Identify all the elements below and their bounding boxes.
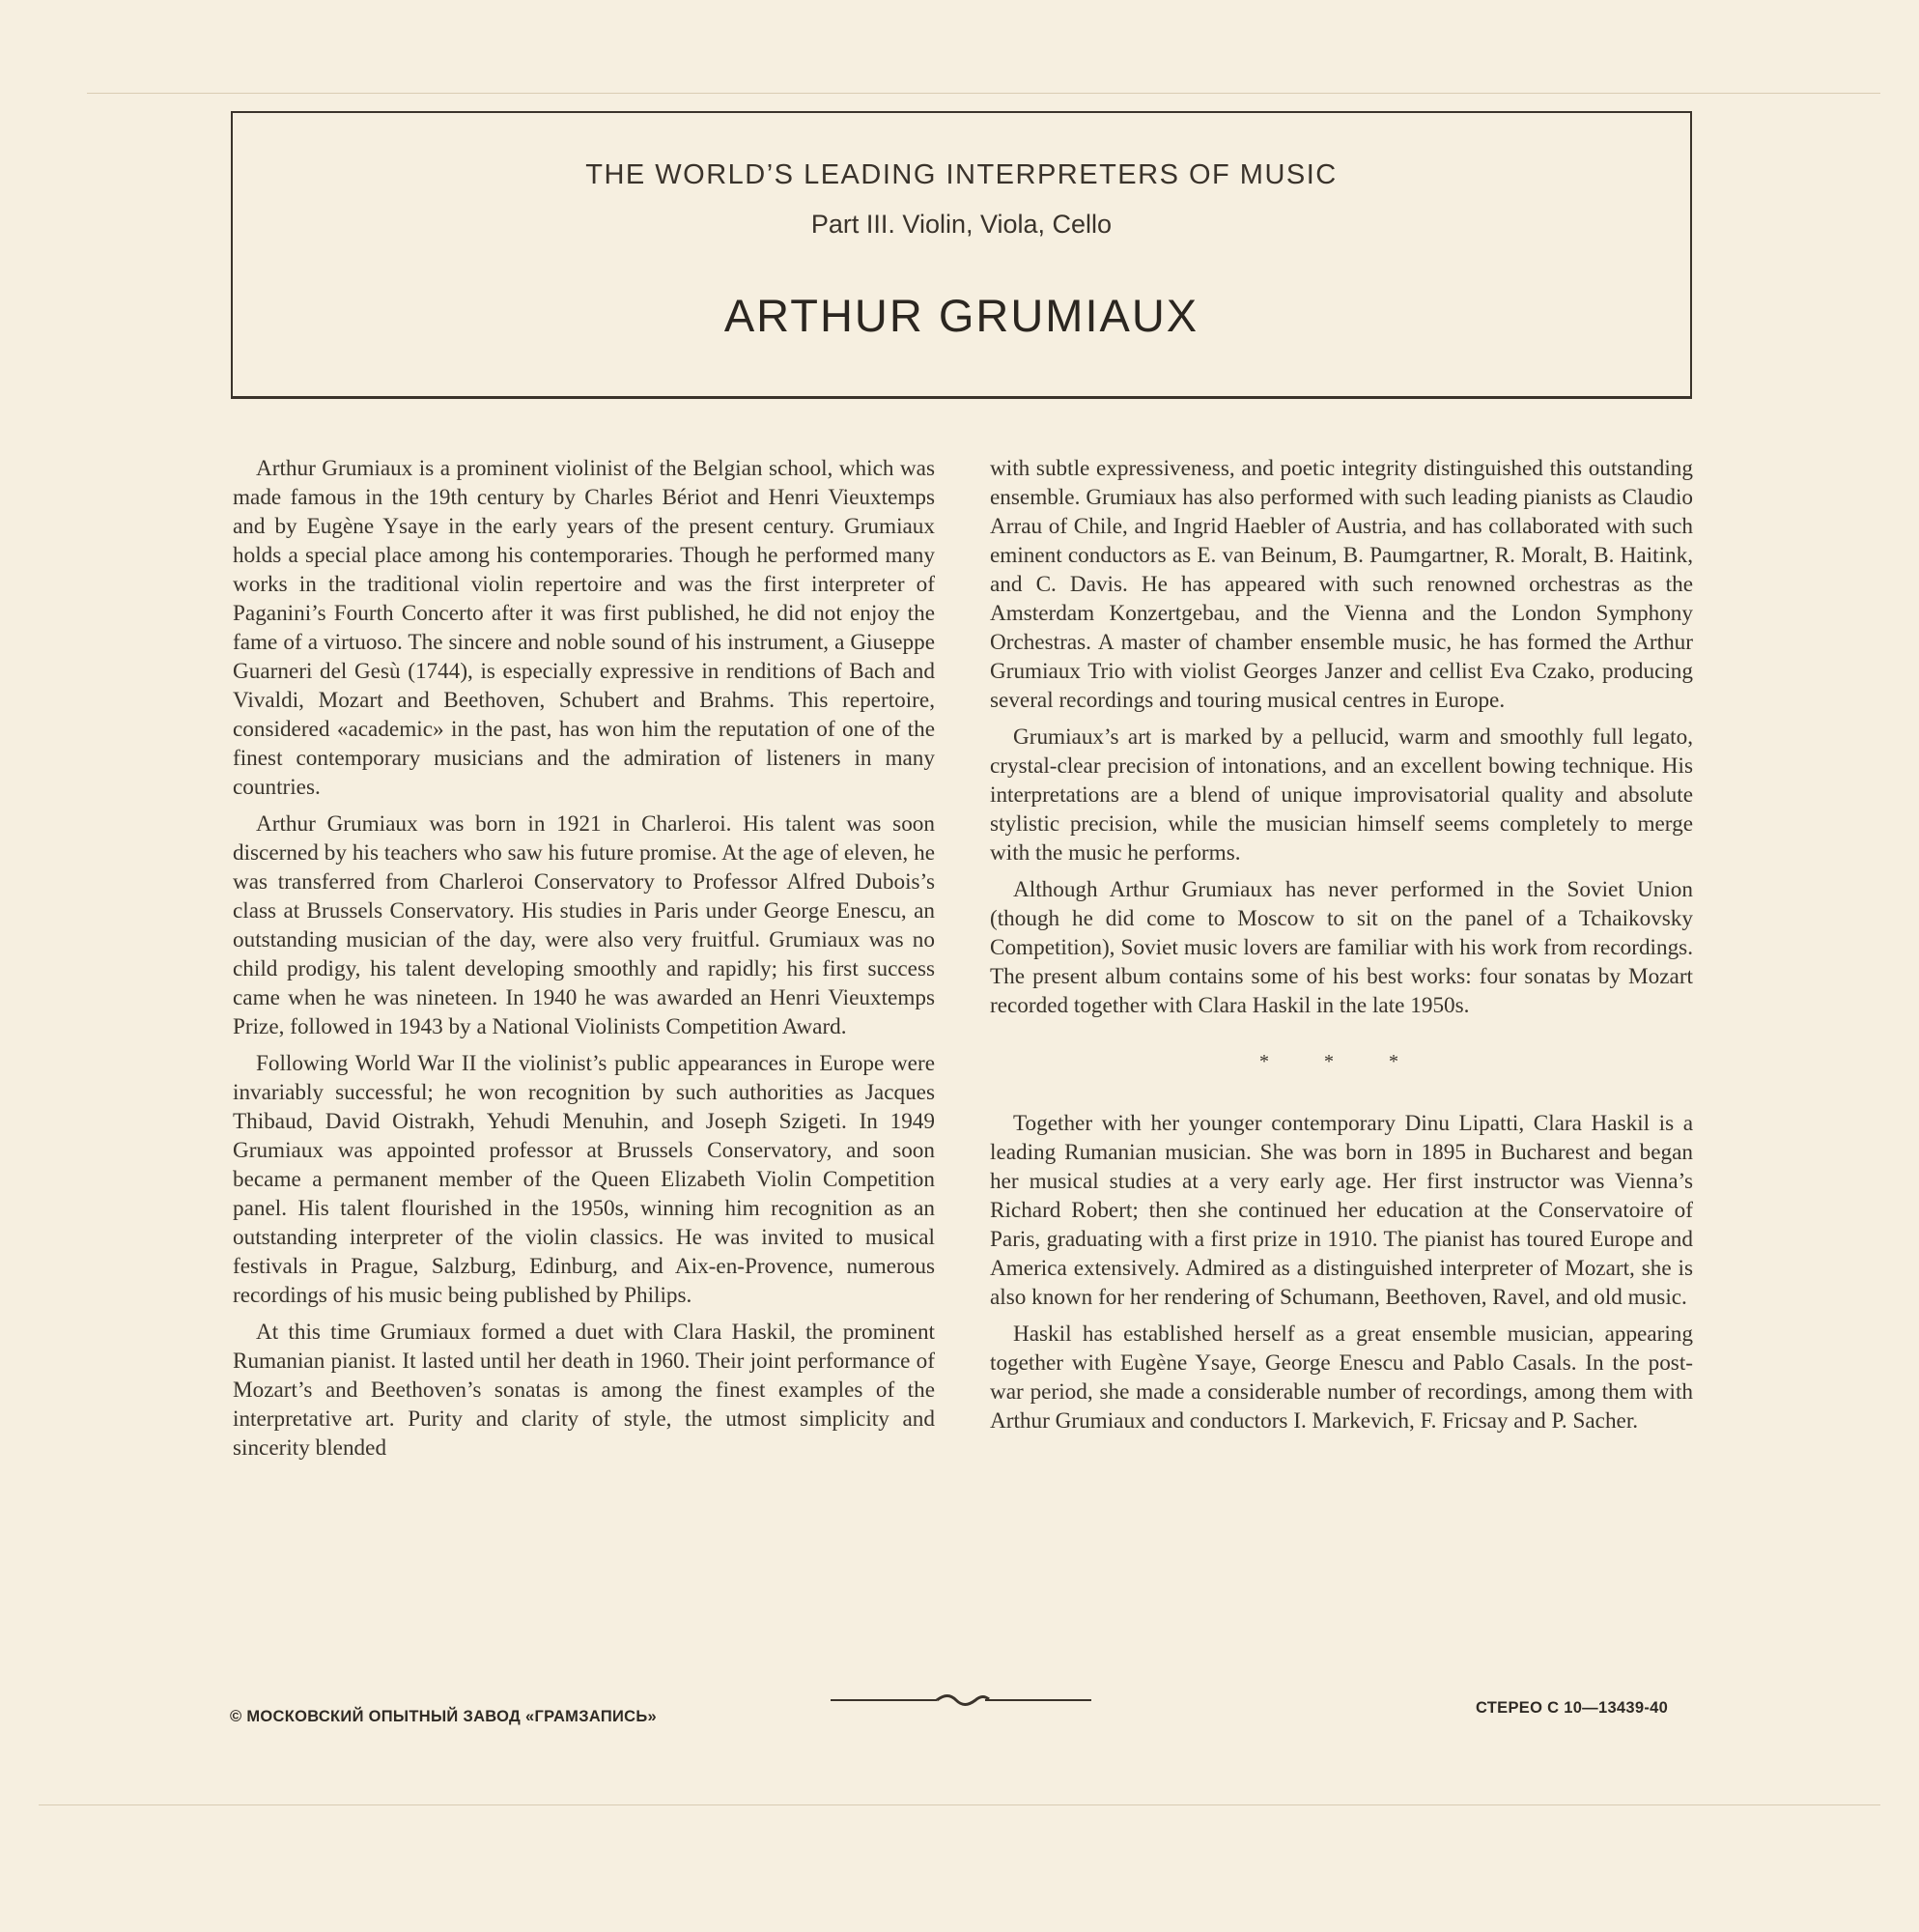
- paragraph: Arthur Grumiaux was born in 1921 in Charleroi. His talent was soon discerned by his teachers who saw his future promise. At the age of eleven, he was transferred from Charleroi Conservatory to Professor Alfred Dubois’s class at Brussels Conservatory. His studies in Paris under George Enescu, an outstanding musician of the day, were also very fruitful. Grumiaux was no child prodigy, his talent developing smoothly and rapidly; his first success came when he was nineteen. In 1940 he was awarded an Henri Vieuxtemps Prize, followed in 1943 by a National Violinists Competition Award.: [233, 811, 935, 1039]
- paragraph: Haskil has established herself as a great ensemble musician, appearing together with Eugène Ysaye, George Enescu and Pablo Casals. In the post-war period, she made a considerable number of recordings, among them with Arthur Grumiaux and conductors I. Markevich, F. Fricsay and P. Sacher.: [990, 1321, 1693, 1434]
- paragraph: Grumiaux’s art is marked by a pellucid, warm and smoothly full legato, crystal-clear precision of intonations, and an excellent bowing technique. His interpretations are a blend of unique improvisatorial quality and absolute stylistic precision, while the musician himself seems completely to merge with the music he performs.: [990, 724, 1693, 866]
- artist-name: ARTHUR GRUMIAUX: [723, 290, 1199, 341]
- title-box: [231, 111, 1692, 399]
- right-column: [990, 454, 1693, 1443]
- series-part: Part III. Violin, Viola, Cello: [810, 210, 1113, 239]
- sleeve-fold-line-top: [87, 93, 1880, 94]
- paragraph: Following World War II the violinist’s public appearances in Europe were invariably successful; he won recognition by such authorities as Jacques Thibaud, David Oistrakh, Yehudi Menuhin, and Joseph Szigeti. In 1949 Grumiaux was appointed professor at Brussels Conservatory, and soon became a permanent member of the Queen Elizabeth Violin Competition panel. His talent flourished in the 1950s, winning him recognition as an outstanding interpreter of the violin classics. He was invited to musical festivals in Prague, Salzburg, Edinburg, and Aix-en-Provence, numerous recordings of his music being published by Philips.: [233, 1051, 935, 1308]
- left-column: [233, 454, 935, 1470]
- catalog-number: СТЕРЕО С 10—13439-40: [1476, 1699, 1669, 1717]
- paragraph: Although Arthur Grumiaux has never performed in the Soviet Union (though he did come to Moscow to sit on the panel of a Tchaikovsky Competition), Soviet music lovers are familiar with his work from recordings. The present album contains some of his best works: four sonatas by Mozart recorded together with Clara Haskil in the late 1950s.: [990, 877, 1693, 1018]
- paragraph: Arthur Grumiaux is a prominent violinist of the Belgian school, which was made famous in the 19th century by Charles Bériot and Henri Vieuxtemps and by Eugène Ysaye in the early years of the present century. Grumiaux holds a special place among his contemporaries. Though he performed many works in the traditional violin repertoire and was the first interpreter of Paganini’s Fourth Concerto after it was first published, he did not enjoy the fame of a virtuoso. The sincere and noble sound of his instrument, a Giuseppe Guarneri del Gesù (1744), is especially expressive in renditions of Bach and Vivaldi, Mozart and Beethoven, Schubert and Brahms. This repertoire, considered «academic» in the past, has won him the reputation of one of the finest contemporary musicians and the admiration of listeners in many countries.: [233, 456, 935, 800]
- series-title: THE WORLD’S LEADING INTERPRETERS OF MUSIC: [585, 159, 1338, 190]
- ornament-divider: [831, 1692, 1091, 1708]
- paragraph: Together with her younger contemporary Dinu Lipatti, Clara Haskil is a leading Rumanian musician. She was born in 1895 in Bucharest and began her musical studies at a very early age. Her first instructor was Vienna’s Richard Robert; then she continued her education at the Conservatoire of Paris, graduating with a first prize in 1910. The pianist has toured Europe and America extensively. Admired as a distinguished interpreter of Mozart, she is also known for her rendering of Schumann, Beethoven, Ravel, and old music.: [990, 1111, 1693, 1310]
- publisher-imprint: © МОСКОВСКИЙ ОПЫТНЫЙ ЗАВОД «ГРАМЗАПИСЬ»: [230, 1708, 658, 1725]
- paragraph: At this time Grumiaux formed a duet with Clara Haskil, the prominent Rumanian pianist. It lasted until her death in 1960. Their joint performance of Mozart’s and Beethoven’s sonatas is among the finest examples of the interpretative art. Purity and clarity of style, the utmost simplicity and sincerity blended: [233, 1320, 935, 1461]
- section-separator: * * *: [1259, 1051, 1424, 1072]
- paragraph: with subtle expressiveness, and poetic integrity distinguished this outstanding ensemble. Grumiaux has also performed with such leading pianists as Claudio Arrau of Chile, and Ingrid Haebler of Austria, and has collaborated with such eminent conductors as E. van Beinum, B. Paumgartner, R. Moralt, B. Haitink, and C. Davis. He has appeared with such renowned orchestras as the Amsterdam Konzertgebau, and the Vienna and the London Symphony Orchestras. A master of chamber ensemble music, he has formed the Arthur Grumiaux Trio with violist Georges Janzer and cellist Eva Czako, producing several recordings and touring musical centres in Europe.: [990, 456, 1693, 713]
- sleeve-fold-line-bottom: [39, 1804, 1880, 1805]
